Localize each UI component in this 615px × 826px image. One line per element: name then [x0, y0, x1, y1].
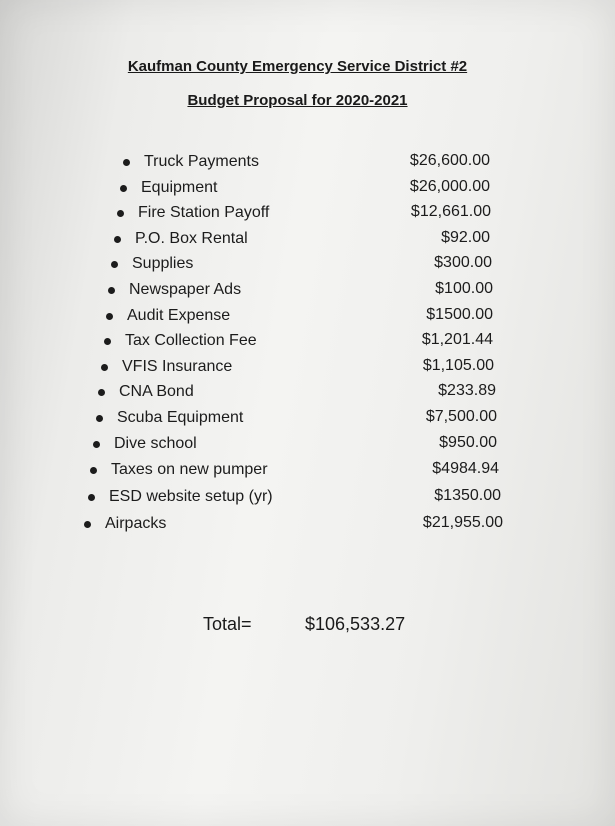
budget-item-amount: $92.00 [441, 229, 490, 246]
budget-item-row [104, 330, 257, 352]
budget-item-amount: $26,000.00 [409, 178, 490, 195]
budget-item-label: ESD website setup (yr) [109, 488, 273, 505]
budget-item-amount: $26,600.00 [409, 152, 490, 169]
bullet-icon [106, 313, 113, 320]
bullet-icon [120, 185, 127, 192]
budget-item-row [106, 305, 230, 327]
budget-item-label: Equipment [141, 179, 218, 196]
budget-item-row [88, 486, 273, 508]
budget-item-amount: $21,955.00 [422, 514, 503, 531]
budget-item-label: Scuba Equipment [117, 409, 244, 426]
total-value: $106,533.27 [305, 614, 406, 634]
budget-item-row [101, 356, 232, 378]
document-subtitle: Budget Proposal for 2020-2021 [187, 92, 408, 109]
budget-item-amount: $300.00 [434, 254, 492, 271]
budget-item-amount: $1500.00 [426, 306, 493, 323]
budget-item-row [123, 151, 259, 173]
bullet-icon [114, 236, 121, 243]
total-label: Total= [203, 614, 252, 634]
budget-item-row [108, 279, 241, 301]
budget-item-amount: $950.00 [439, 434, 497, 451]
bullet-icon [104, 338, 111, 345]
bullet-icon [96, 415, 103, 422]
budget-item-amount: $12,661.00 [410, 203, 491, 220]
budget-item-amount: $1350.00 [434, 487, 501, 504]
budget-item-row [98, 381, 194, 403]
bullet-icon [88, 494, 95, 501]
bullet-icon [117, 210, 124, 217]
budget-item-amount: $100.00 [435, 280, 493, 297]
budget-item-row [93, 433, 197, 455]
document-title: Kaufman County Emergency Service District #2 [127, 58, 468, 75]
budget-item-label: P.O. Box Rental [135, 230, 248, 247]
budget-item-label: Supplies [132, 255, 194, 272]
budget-item-amount: $1,105.00 [422, 357, 494, 374]
budget-item-label: VFIS Insurance [122, 358, 233, 375]
budget-item-label: Taxes on new pumper [111, 461, 268, 478]
bullet-icon [101, 364, 108, 371]
budget-item-label: Audit Expense [127, 307, 231, 324]
budget-item-amount: $4984.94 [432, 460, 499, 477]
budget-item-label: Airpacks [105, 515, 167, 532]
bullet-icon [123, 159, 130, 166]
budget-item-row [120, 177, 218, 199]
budget-item-row [90, 459, 268, 481]
budget-item-label: CNA Bond [119, 383, 194, 400]
bullet-icon [93, 441, 100, 448]
budget-item-amount: $7,500.00 [425, 408, 497, 425]
budget-item-label: Dive school [114, 435, 197, 452]
budget-item-label: Newspaper Ads [129, 281, 242, 298]
bullet-icon [98, 389, 105, 396]
budget-item-row [84, 513, 166, 535]
budget-item-label: Tax Collection Fee [125, 332, 257, 349]
budget-item-label: Fire Station Payoff [138, 204, 270, 221]
budget-item-row [111, 253, 193, 275]
budget-item-label: Truck Payments [144, 153, 259, 170]
bullet-icon [111, 261, 118, 268]
budget-item-row [96, 407, 243, 429]
budget-item-row [117, 202, 269, 224]
budget-item-amount: $1,201.44 [421, 331, 493, 348]
bullet-icon [108, 287, 115, 294]
bullet-icon [90, 467, 97, 474]
budget-item-amount: $233.89 [438, 382, 496, 399]
budget-item-row [114, 228, 248, 250]
bullet-icon [84, 521, 91, 528]
